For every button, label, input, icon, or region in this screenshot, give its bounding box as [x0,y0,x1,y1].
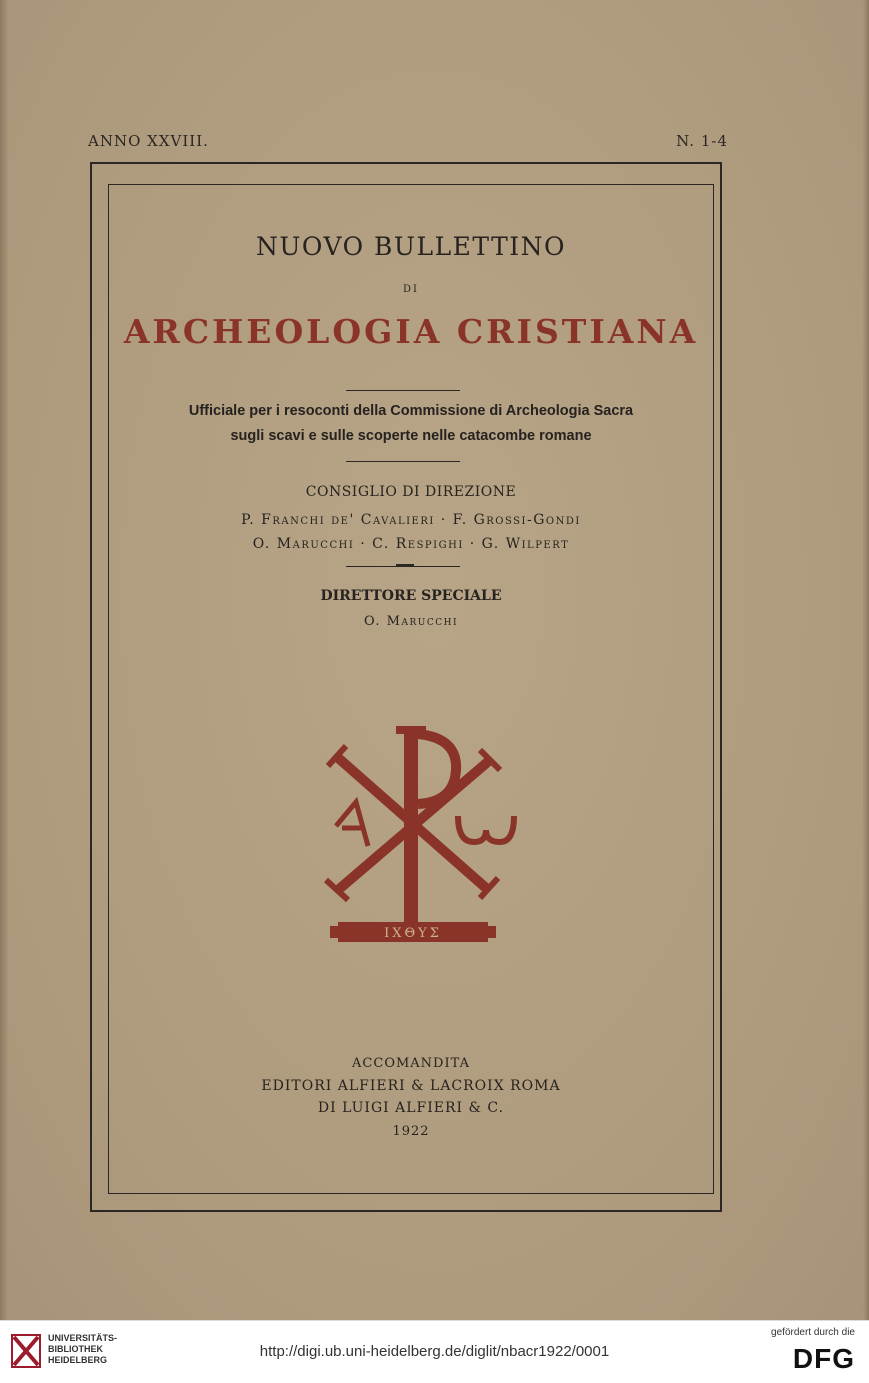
viewer-footer [0,1320,869,1383]
title-line-1: NUOVO BULLETTINO [255,232,566,261]
director-name: O. Marucchi [363,614,458,629]
library-name[interactable]: UNIVERSITÄTS- BIBLIOTHEK HEIDELBERG [48,1333,118,1365]
dfg-logo[interactable]: DFG [792,1343,855,1374]
subtitle-line-1: Ufficiale per i resoconti della Commissione di Archeologia Sacra [188,403,634,419]
divider-rule [346,390,460,391]
publisher-line-2: EDITORI ALFIERI & LACROIX ROMA [261,1078,561,1094]
divider-rule [346,461,460,462]
publisher-line-3: DI LUIGI ALFIERI & C. [317,1100,505,1116]
director-heading: DIRETTORE SPECIALE [320,588,502,604]
permalink-url[interactable]: http://digi.ub.uni-heidelberg.de/diglit/nbacr1922/0001 [259,1343,610,1360]
title-line-2: ARCHEOLOGIA CRISTIANA [123,312,699,351]
divider-accent [396,564,414,567]
sponsor-label: gefördert durch die [771,1327,855,1338]
board-heading: CONSIGLIO DI DIREZIONE [305,484,517,500]
publisher-line-1: ACCOMANDITA [352,1056,470,1071]
board-names-line-2: O. Marucchi · C. Respighi · G. Wilpert [252,536,570,552]
volume-year: ANNO XXVIII. [88,132,209,150]
issue-number: N. 1-4 [676,132,728,150]
publication-year: 1922 [392,1124,430,1139]
title-connector: DI [403,284,419,295]
emblem-inscription: ΙΧΘΥΣ [384,926,442,941]
subtitle-line-2: sugli scavi e sulle scoperte nelle catacombe romane [230,428,592,444]
chi-rho-icon [308,718,518,948]
cover-edge-right [863,0,869,1320]
cover-edge-left [0,0,8,1320]
board-names-line-1: P. Franchi de' Cavalieri · F. Grossi-Gondi [241,512,581,528]
